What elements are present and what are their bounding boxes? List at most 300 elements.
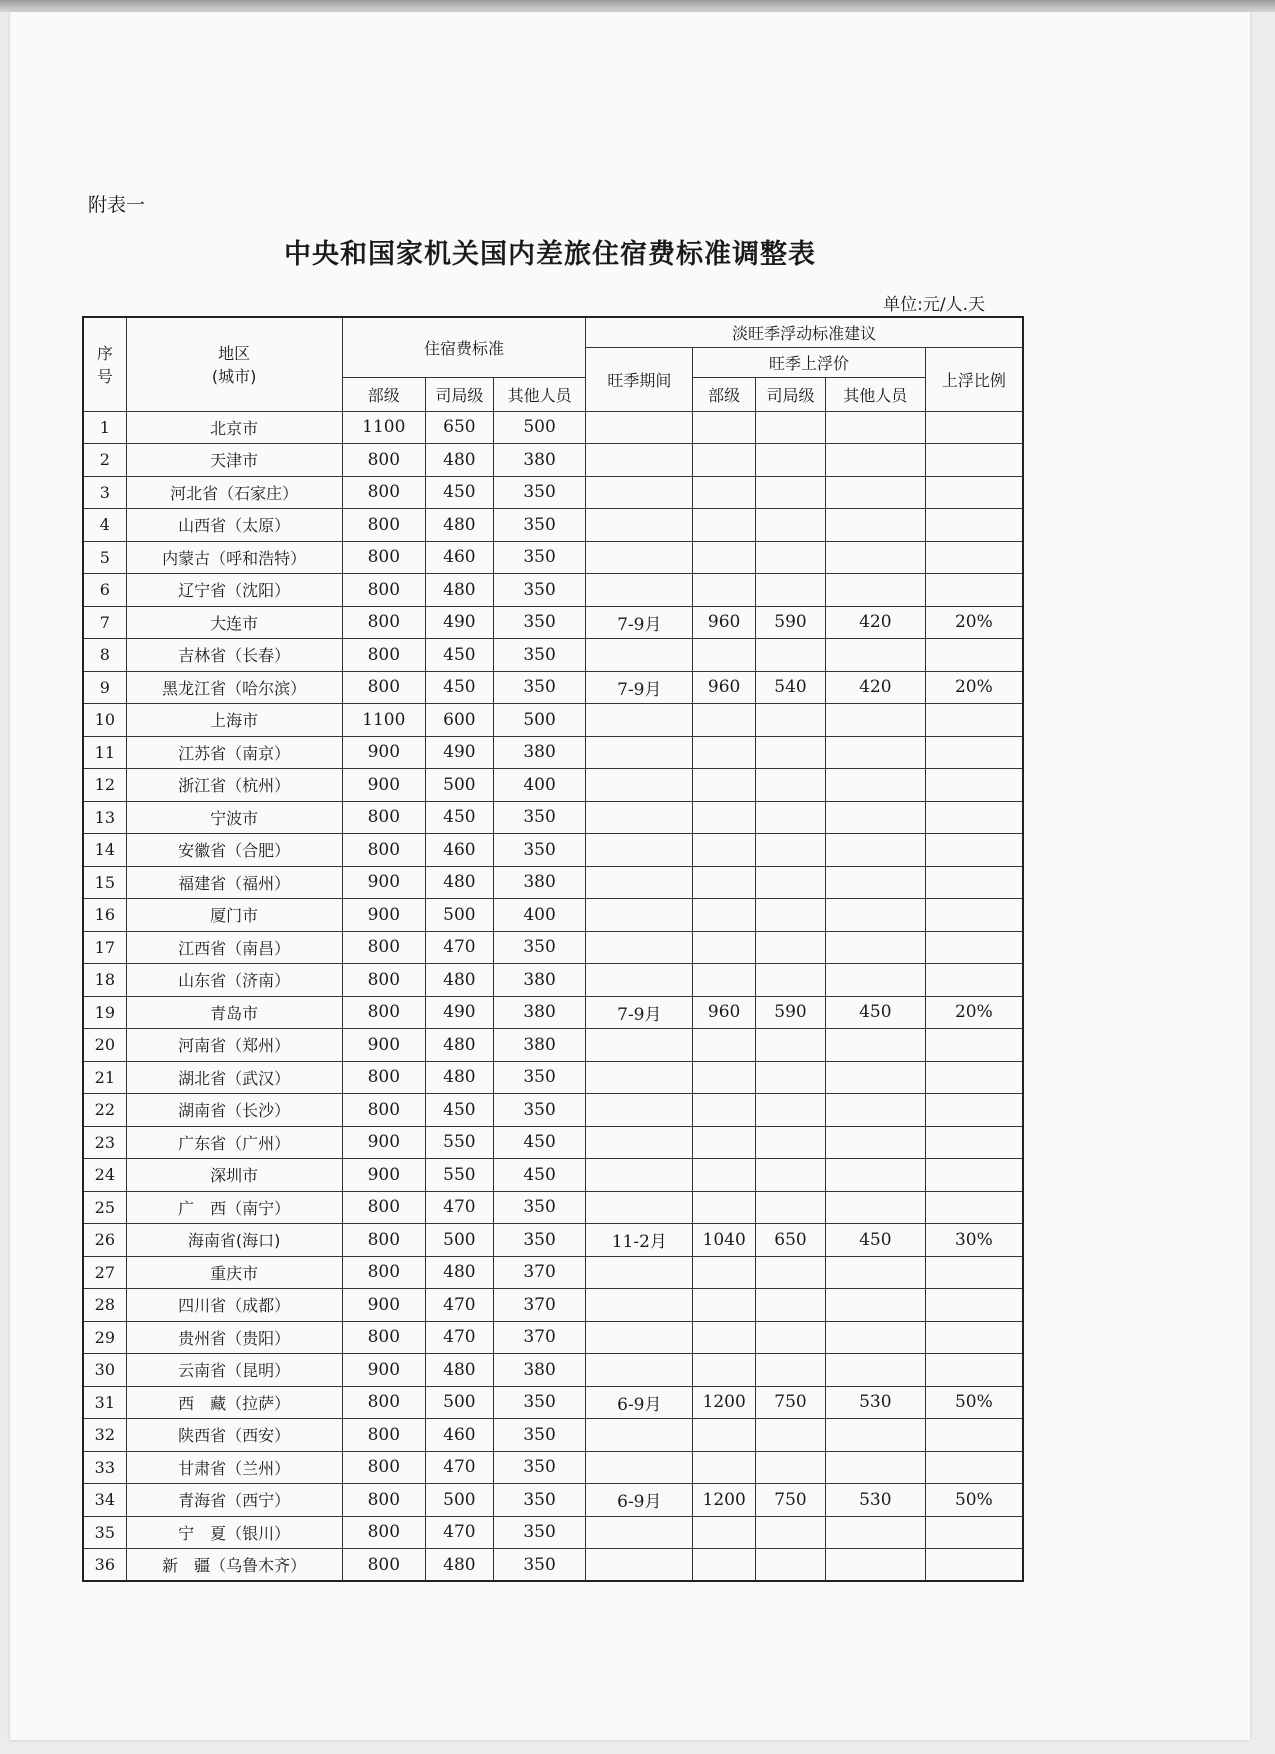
peak-ministry-cell [693,1029,756,1062]
region-cell: 宁 夏（银川） [126,1516,342,1549]
peak-bureau-cell: 650 [756,1224,826,1257]
ministry-cell: 900 [342,1126,425,1159]
bureau-cell: 470 [425,1289,493,1322]
ministry-cell: 800 [342,801,425,834]
peak-bureau-cell [756,834,826,867]
seq-cell: 16 [83,899,126,932]
header-bureau: 司局级 [425,377,493,411]
ratio-cell: 30% [925,1224,1023,1257]
ratio-cell [925,574,1023,607]
peak-others-cell [825,834,925,867]
peak-ministry-cell [693,444,756,477]
peak-period-cell [586,704,693,737]
peak-period-cell [586,1321,693,1354]
bureau-cell: 600 [425,704,493,737]
table-row [83,866,1023,899]
peak-bureau-cell [756,1516,826,1549]
bureau-cell: 470 [425,1191,493,1224]
ministry-cell: 800 [342,996,425,1029]
peak-ministry-cell [693,1321,756,1354]
peak-ministry-cell: 1200 [693,1484,756,1517]
bureau-cell: 650 [425,411,493,444]
peak-bureau-cell: 590 [756,606,826,639]
seq-cell: 9 [83,671,126,704]
others-cell: 380 [493,1354,586,1387]
table-row [83,639,1023,672]
others-cell: 350 [493,606,586,639]
table-row [83,899,1023,932]
peak-ministry-cell: 960 [693,996,756,1029]
header-peak-price: 旺季上浮价 [693,347,925,377]
bureau-cell: 480 [425,1256,493,1289]
bureau-cell: 470 [425,1516,493,1549]
peak-ministry-cell [693,1159,756,1192]
peak-ministry-cell [693,866,756,899]
region-cell: 海南省(海口) [126,1224,342,1257]
bureau-cell: 500 [425,1224,493,1257]
peak-ministry-cell [693,1419,756,1452]
bureau-cell: 450 [425,671,493,704]
peak-period-cell [586,1094,693,1127]
others-cell: 350 [493,1549,586,1582]
table-row [83,1126,1023,1159]
others-cell: 350 [493,1061,586,1094]
region-cell: 青海省（西宁） [126,1484,342,1517]
region-cell: 福建省（福州） [126,866,342,899]
peak-others-cell [825,899,925,932]
peak-period-cell: 7-9月 [586,606,693,639]
peak-period-cell: 7-9月 [586,996,693,1029]
peak-others-cell [825,1256,925,1289]
bureau-cell: 480 [425,444,493,477]
ratio-cell [925,964,1023,997]
bureau-cell: 480 [425,1061,493,1094]
ministry-cell: 800 [342,1321,425,1354]
bureau-cell: 490 [425,736,493,769]
seq-cell: 10 [83,704,126,737]
seq-cell: 12 [83,769,126,802]
region-cell: 陕西省（西安） [126,1419,342,1452]
table-row [83,541,1023,574]
peak-bureau-cell [756,704,826,737]
seq-cell: 1 [83,411,126,444]
peak-ministry-cell [693,1256,756,1289]
header-peak-others: 其他人员 [825,377,925,411]
seq-cell: 23 [83,1126,126,1159]
table-row [83,1191,1023,1224]
ratio-cell [925,801,1023,834]
peak-bureau-cell [756,866,826,899]
bureau-cell: 550 [425,1159,493,1192]
table-row [83,1159,1023,1192]
header-ministry: 部级 [342,377,425,411]
table-row [83,574,1023,607]
ministry-cell: 800 [342,639,425,672]
seq-cell: 32 [83,1419,126,1452]
ministry-cell: 900 [342,866,425,899]
peak-bureau-cell [756,931,826,964]
peak-others-cell [825,1191,925,1224]
ministry-cell: 900 [342,1159,425,1192]
others-cell: 380 [493,964,586,997]
peak-ministry-cell [693,704,756,737]
table-row [83,1419,1023,1452]
seq-cell: 30 [83,1354,126,1387]
ministry-cell: 800 [342,1484,425,1517]
others-cell: 370 [493,1321,586,1354]
ratio-cell [925,1256,1023,1289]
bureau-cell: 500 [425,899,493,932]
bureau-cell: 500 [425,1484,493,1517]
ministry-cell: 800 [342,834,425,867]
ratio-cell [925,834,1023,867]
peak-bureau-cell [756,1061,826,1094]
header-peak-bureau: 司局级 [756,377,826,411]
peak-period-cell [586,769,693,802]
peak-ministry-cell [693,574,756,607]
ministry-cell: 800 [342,1094,425,1127]
table-row [83,1386,1023,1419]
seq-cell: 34 [83,1484,126,1517]
bureau-cell: 450 [425,476,493,509]
peak-others-cell [825,1289,925,1322]
ministry-cell: 800 [342,1191,425,1224]
table-row [83,606,1023,639]
seq-cell: 33 [83,1451,126,1484]
seq-cell: 31 [83,1386,126,1419]
bureau-cell: 480 [425,1029,493,1062]
peak-period-cell [586,1061,693,1094]
ratio-cell [925,1321,1023,1354]
peak-bureau-cell [756,1419,826,1452]
ratio-cell [925,411,1023,444]
peak-ministry-cell: 960 [693,606,756,639]
header-seasonal: 淡旺季浮动标准建议 [586,317,1023,347]
peak-period-cell [586,1451,693,1484]
table-row [83,834,1023,867]
region-cell: 吉林省（长春） [126,639,342,672]
table-row [83,1321,1023,1354]
bureau-cell: 480 [425,509,493,542]
peak-bureau-cell [756,541,826,574]
header-peak-period: 旺季期间 [586,347,693,411]
peak-ministry-cell [693,1516,756,1549]
peak-others-cell [825,769,925,802]
peak-ministry-cell [693,1451,756,1484]
peak-bureau-cell [756,964,826,997]
peak-others-cell [825,444,925,477]
region-cell: 深圳市 [126,1159,342,1192]
peak-others-cell: 530 [825,1386,925,1419]
peak-period-cell [586,1549,693,1582]
bureau-cell: 480 [425,574,493,607]
seq-cell: 36 [83,1549,126,1582]
peak-others-cell: 450 [825,996,925,1029]
peak-bureau-cell [756,574,826,607]
scan-top-edge [0,0,1275,12]
peak-ministry-cell [693,801,756,834]
peak-ministry-cell [693,1126,756,1159]
seq-cell: 19 [83,996,126,1029]
others-cell: 350 [493,509,586,542]
others-cell: 400 [493,769,586,802]
seq-cell: 26 [83,1224,126,1257]
peak-others-cell: 530 [825,1484,925,1517]
peak-bureau-cell [756,1549,826,1582]
table-row [83,1549,1023,1582]
table-row [83,1484,1023,1517]
peak-period-cell: 6-9月 [586,1484,693,1517]
peak-period-cell [586,411,693,444]
others-cell: 380 [493,866,586,899]
region-cell: 辽宁省（沈阳） [126,574,342,607]
ratio-cell [925,444,1023,477]
seq-cell: 18 [83,964,126,997]
ministry-cell: 800 [342,964,425,997]
bureau-cell: 460 [425,834,493,867]
seq-cell: 13 [83,801,126,834]
ratio-cell [925,1159,1023,1192]
bureau-cell: 490 [425,606,493,639]
peak-period-cell [586,1029,693,1062]
region-cell: 宁波市 [126,801,342,834]
others-cell: 500 [493,411,586,444]
peak-period-cell [586,801,693,834]
peak-bureau-cell: 540 [756,671,826,704]
peak-others-cell [825,964,925,997]
region-cell: 山东省（济南） [126,964,342,997]
peak-others-cell: 450 [825,1224,925,1257]
region-cell: 安徽省（合肥） [126,834,342,867]
peak-period-cell [586,1354,693,1387]
seq-cell: 22 [83,1094,126,1127]
ratio-cell [925,1061,1023,1094]
peak-bureau-cell [756,444,826,477]
table-row [83,411,1023,444]
region-cell: 新 疆（乌鲁木齐） [126,1549,342,1582]
ratio-cell: 20% [925,606,1023,639]
seq-cell: 28 [83,1289,126,1322]
ministry-cell: 1100 [342,411,425,444]
others-cell: 350 [493,671,586,704]
bureau-cell: 500 [425,1386,493,1419]
region-cell: 云南省（昆明） [126,1354,342,1387]
peak-others-cell [825,1029,925,1062]
peak-bureau-cell [756,1451,826,1484]
ratio-cell [925,1289,1023,1322]
peak-period-cell [586,931,693,964]
seq-cell: 11 [83,736,126,769]
seq-cell: 5 [83,541,126,574]
peak-period-cell [586,509,693,542]
region-cell: 西 藏（拉萨） [126,1386,342,1419]
region-cell: 大连市 [126,606,342,639]
peak-others-cell [825,1321,925,1354]
ministry-cell: 800 [342,1549,425,1582]
peak-period-cell [586,1126,693,1159]
peak-period-cell [586,834,693,867]
peak-others-cell [825,1126,925,1159]
seq-cell: 17 [83,931,126,964]
peak-others-cell [825,1094,925,1127]
lodging-standard-table [82,316,1024,1582]
peak-bureau-cell [756,476,826,509]
bureau-cell: 480 [425,964,493,997]
peak-bureau-cell: 590 [756,996,826,1029]
ratio-cell [925,509,1023,542]
peak-ministry-cell [693,411,756,444]
table-body [83,411,1023,1581]
region-cell: 北京市 [126,411,342,444]
page-title: 中央和国家机关国内差旅住宿费标准调整表 [284,239,816,270]
ratio-cell [925,541,1023,574]
table-row [83,931,1023,964]
others-cell: 380 [493,444,586,477]
table-row [83,1451,1023,1484]
peak-others-cell [825,1516,925,1549]
table-row [83,444,1023,477]
others-cell: 350 [493,1191,586,1224]
peak-others-cell [825,736,925,769]
ratio-cell [925,704,1023,737]
bureau-cell: 460 [425,1419,493,1452]
peak-ministry-cell [693,899,756,932]
annex-label: 附表一 [88,194,146,216]
peak-ministry-cell [693,1061,756,1094]
peak-period-cell [586,1256,693,1289]
table-row [83,1256,1023,1289]
region-cell: 青岛市 [126,996,342,1029]
others-cell: 350 [493,1386,586,1419]
others-cell: 370 [493,1256,586,1289]
header-lodging-standard: 住宿费标准 [342,317,586,377]
table-row [83,996,1023,1029]
ratio-cell [925,1549,1023,1582]
region-cell: 黑龙江省（哈尔滨） [126,671,342,704]
others-cell: 380 [493,996,586,1029]
peak-period-cell [586,1191,693,1224]
table-row [83,801,1023,834]
peak-bureau-cell [756,899,826,932]
ratio-cell [925,899,1023,932]
bureau-cell: 480 [425,1549,493,1582]
seq-cell: 14 [83,834,126,867]
table-row [83,476,1023,509]
ratio-cell [925,1516,1023,1549]
ratio-cell [925,639,1023,672]
peak-ministry-cell: 1200 [693,1386,756,1419]
region-cell: 内蒙古（呼和浩特） [126,541,342,574]
peak-others-cell [825,541,925,574]
region-cell: 甘肃省（兰州） [126,1451,342,1484]
seq-cell: 4 [83,509,126,542]
peak-period-cell [586,639,693,672]
peak-period-cell: 7-9月 [586,671,693,704]
bureau-cell: 480 [425,866,493,899]
peak-ministry-cell [693,834,756,867]
table-row [83,736,1023,769]
peak-bureau-cell [756,1191,826,1224]
peak-others-cell [825,1354,925,1387]
ministry-cell: 800 [342,1061,425,1094]
ministry-cell: 900 [342,736,425,769]
ministry-cell: 800 [342,444,425,477]
ministry-cell: 800 [342,1256,425,1289]
ministry-cell: 800 [342,606,425,639]
ratio-cell [925,1354,1023,1387]
seq-cell: 3 [83,476,126,509]
bureau-cell: 450 [425,801,493,834]
peak-others-cell [825,476,925,509]
ratio-cell [925,866,1023,899]
peak-ministry-cell [693,476,756,509]
bureau-cell: 470 [425,1451,493,1484]
table-row [83,1029,1023,1062]
peak-others-cell: 420 [825,606,925,639]
peak-bureau-cell: 750 [756,1484,826,1517]
ratio-cell [925,1126,1023,1159]
peak-ministry-cell [693,1354,756,1387]
peak-period-cell [586,1516,693,1549]
peak-period-cell: 11-2月 [586,1224,693,1257]
ratio-cell [925,1419,1023,1452]
ratio-cell: 50% [925,1386,1023,1419]
seq-cell: 25 [83,1191,126,1224]
seq-cell: 35 [83,1516,126,1549]
region-cell: 厦门市 [126,899,342,932]
others-cell: 500 [493,704,586,737]
header-peak-ministry: 部级 [693,377,756,411]
ministry-cell: 800 [342,574,425,607]
ratio-cell [925,1451,1023,1484]
table-row [83,509,1023,542]
ratio-cell: 20% [925,671,1023,704]
seq-cell: 15 [83,866,126,899]
ministry-cell: 800 [342,1386,425,1419]
peak-period-cell [586,866,693,899]
peak-ministry-cell [693,509,756,542]
peak-bureau-cell [756,509,826,542]
seq-cell: 8 [83,639,126,672]
others-cell: 350 [493,1419,586,1452]
bureau-cell: 470 [425,931,493,964]
seq-cell: 21 [83,1061,126,1094]
region-cell: 重庆市 [126,1256,342,1289]
table-row [83,1289,1023,1322]
peak-others-cell: 420 [825,671,925,704]
table-row [83,769,1023,802]
others-cell: 350 [493,639,586,672]
ratio-cell: 20% [925,996,1023,1029]
others-cell: 350 [493,1516,586,1549]
others-cell: 350 [493,1484,586,1517]
peak-others-cell [825,574,925,607]
bureau-cell: 470 [425,1321,493,1354]
seq-cell: 2 [83,444,126,477]
ministry-cell: 900 [342,1029,425,1062]
region-cell: 湖北省（武汉） [126,1061,342,1094]
region-cell: 江西省（南昌） [126,931,342,964]
others-cell: 380 [493,1029,586,1062]
peak-bureau-cell [756,411,826,444]
seq-cell: 24 [83,1159,126,1192]
seq-cell: 7 [83,606,126,639]
ratio-cell [925,1029,1023,1062]
peak-others-cell [825,931,925,964]
unit-label: 单位:元/人.天 [883,295,985,315]
peak-bureau-cell [756,736,826,769]
region-cell: 湖南省（长沙） [126,1094,342,1127]
